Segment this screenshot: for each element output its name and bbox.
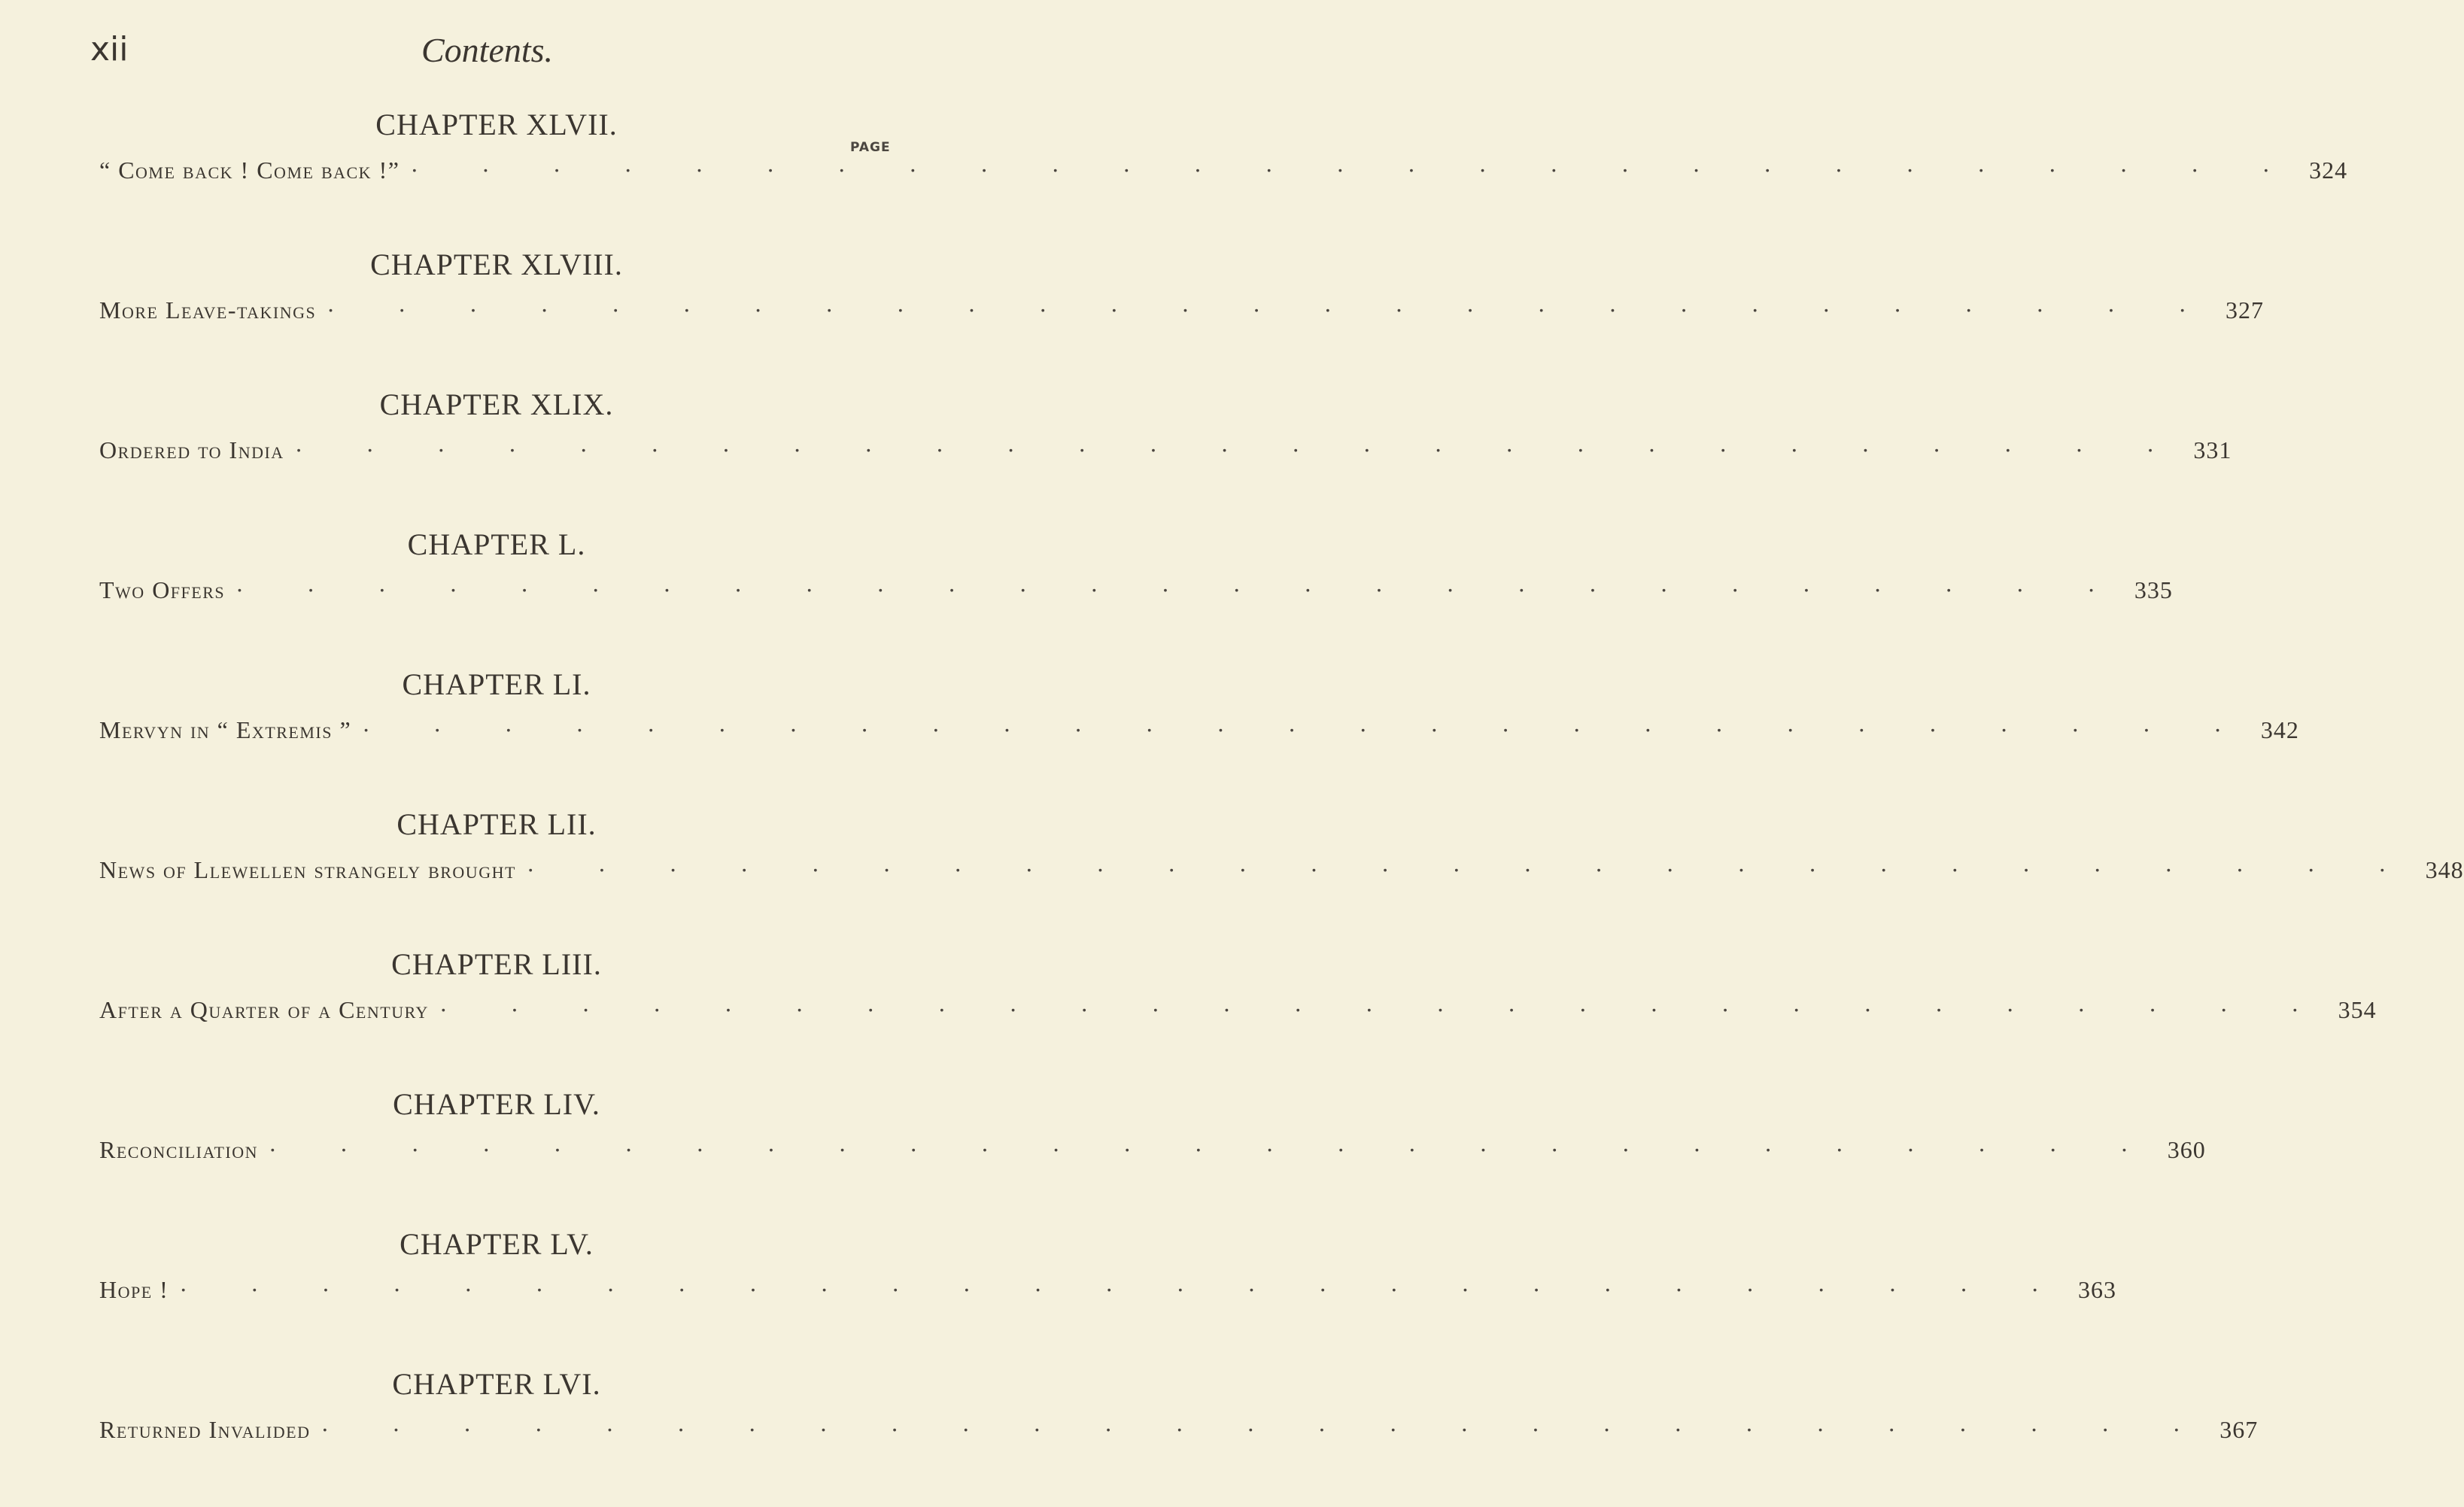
- page-column-label: PAGE: [850, 140, 891, 155]
- dot-leader: · · · · · · · · · · · · · · · · · · · · · · · · · · ·: [526, 856, 2415, 883]
- dot-leader: · · · · · · · · · · · · · · · · · · · · · · · · · · ·: [410, 156, 2299, 184]
- chapter-heading: CHAPTER LI.: [402, 667, 591, 701]
- entry-title: Hope !: [99, 1276, 169, 1303]
- dot-leader: · · · · · · · · · · · · · · · · · · · · · · · · · · ·: [327, 296, 2215, 324]
- entry-title: News of Llewellen strangely brought: [99, 856, 516, 883]
- chapter-heading: CHAPTER XLIX.: [379, 387, 614, 421]
- toc-entry[interactable]: [99, 996, 2377, 1024]
- entry-page-number: 331: [2193, 436, 2232, 463]
- entry-page-number: 327: [2225, 296, 2264, 324]
- page-header: [90, 30, 918, 75]
- chapter-heading: CHAPTER XLVII.: [375, 108, 618, 141]
- entry-page-number: 367: [2219, 1416, 2259, 1443]
- toc-entry[interactable]: [99, 156, 2348, 184]
- entry-page-number: 360: [2167, 1136, 2206, 1163]
- entry-page-number: 335: [2134, 576, 2173, 603]
- entry-page-number: 348: [2425, 856, 2464, 883]
- entry-page-number: 324: [2309, 156, 2348, 184]
- entry-page-number: 363: [2078, 1276, 2117, 1303]
- toc-entry[interactable]: [99, 576, 2173, 604]
- entry-title: Reconciliation: [99, 1136, 258, 1163]
- entry-title: Mervyn in “ Extremis ”: [99, 716, 352, 743]
- chapter-heading: CHAPTER LIII.: [391, 947, 602, 981]
- dot-leader: · · · · · · · · · · · · · · · · · · · · · · · · · · ·: [439, 996, 2328, 1023]
- dot-leader: · · · · · · · · · · · · · · · · · · · · · · · · · · ·: [179, 1276, 2068, 1303]
- entry-page-number: 342: [2260, 716, 2299, 743]
- entry-title: “ Come back ! Come back !”: [99, 156, 400, 184]
- toc-entry[interactable]: [99, 436, 2232, 464]
- entry-title: Ordered to India: [99, 436, 284, 463]
- entry-title: Returned Invalided: [99, 1416, 311, 1443]
- chapter-heading: CHAPTER LIV.: [393, 1087, 600, 1121]
- entry-title: After a Quarter of a Century: [99, 996, 429, 1023]
- entry-title: More Leave-takings: [99, 296, 317, 324]
- chapter-heading: CHAPTER LII.: [396, 807, 597, 841]
- toc-entry[interactable]: [99, 716, 2299, 744]
- running-title: Contents.: [421, 31, 554, 69]
- chapter-heading: CHAPTER L.: [407, 527, 586, 561]
- toc-entry[interactable]: [99, 296, 2264, 324]
- entry-title: Two Offers: [99, 576, 226, 603]
- dot-leader: · · · · · · · · · · · · · · · · · · · · · · · · · · ·: [235, 576, 2124, 603]
- dot-leader: · · · · · · · · · · · · · · · · · · · · · · · · · · ·: [362, 716, 2250, 743]
- toc-entry[interactable]: [99, 1136, 2206, 1164]
- chapter-heading: CHAPTER XLVIII.: [370, 248, 623, 281]
- dot-leader: · · · · · · · · · · · · · · · · · · · · · · · · · · ·: [269, 1136, 2157, 1163]
- toc-entry[interactable]: [99, 856, 2464, 884]
- dot-leader: · · · · · · · · · · · · · · · · · · · · · · · · · · ·: [321, 1416, 2210, 1443]
- dot-leader: · · · · · · · · · · · · · · · · · · · · · · · · · · ·: [294, 436, 2183, 463]
- toc-entry[interactable]: [99, 1416, 2259, 1444]
- entry-page-number: 354: [2338, 996, 2377, 1023]
- chapter-heading: CHAPTER LV.: [400, 1227, 594, 1261]
- chapter-heading: CHAPTER LVI.: [392, 1367, 601, 1401]
- page-number: xii: [90, 30, 129, 68]
- toc-entry[interactable]: [99, 1276, 2117, 1304]
